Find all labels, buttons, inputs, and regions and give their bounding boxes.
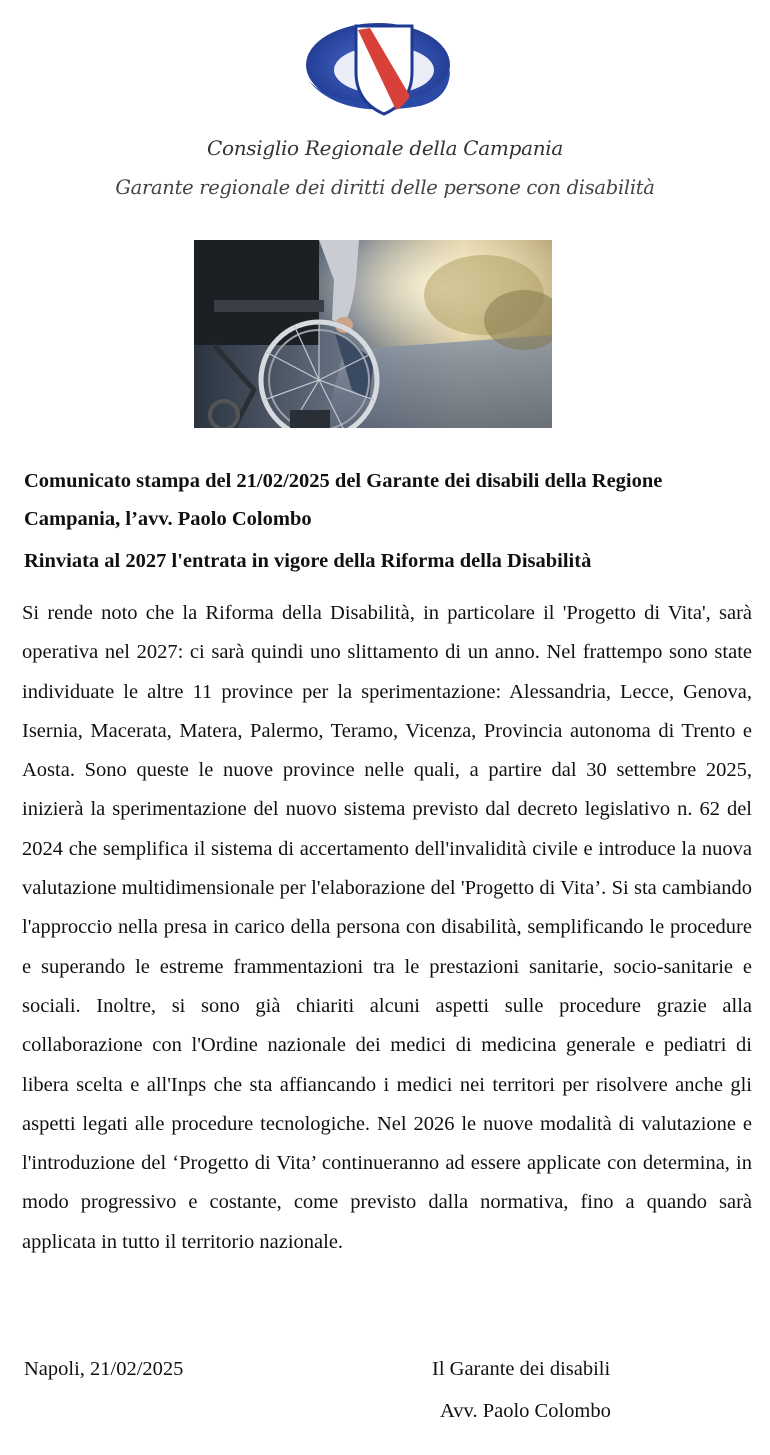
signature-name: Avv. Paolo Colombo bbox=[440, 1400, 611, 1422]
wheelchair-photo-icon bbox=[194, 240, 552, 428]
org-subtitle: Garante regionale dei diritti delle persone con disabilità bbox=[115, 176, 655, 199]
org-name: Consiglio Regionale della Campania bbox=[206, 136, 564, 160]
press-release-title: Rinviata al 2027 l'entrata in vigore della Riforma della Disabilità bbox=[24, 550, 592, 572]
press-release-heading: Comunicato stampa del 21/02/2025 del Garante dei disabili della Regione Campania, l’avv. Paolo Colombo bbox=[24, 470, 663, 530]
signature-role: Il Garante dei disabili bbox=[432, 1358, 611, 1380]
place-date: Napoli, 21/02/2025 bbox=[24, 1358, 184, 1380]
campania-region-emblem-icon bbox=[300, 10, 470, 125]
press-release-body: Si rende noto che la Riforma della Disabilità, in particolare il 'Progetto di Vita', sarà operativa nel 2027: ci sarà quindi uno slittamento di un anno. Nel frattempo sono state individuate le altre 11 province per la sperimentazione: Alessandria, Lecce, Genova, Isernia, Macerata, Matera, Palermo, Teramo, Vicenza, Provincia autonoma di Trento e Aosta. Sono queste le nuove province nelle quali, a partire dal 30 settembre 2025, inizierà la sperimentazione del nuovo sistema previsto dal decreto legislativo n. 62 del 2024 che semplifica il sistema di accertamento dell'invalidità civile e introduce la nuova valutazione multidimensionale per l'elaborazione del 'Progetto di Vita’. Si sta cambiando l'approccio nella presa in carico della persona con disabilità, semplificando le procedure e superando le estreme frammentazioni tra le prestazioni sanitarie, socio-sanitarie e sociali. Inoltre, si sono già chiariti alcuni aspetti sulle procedure grazie alla collaborazione con l'Ordine nazionale dei medici di medicina generale e pediatri di libera scelta e all'Inps che sta affiancando i medici nei territori per risolvere anche gli aspetti legati alle procedure tecnologiche. Nel 2026 le nuove modalità di valutazione e l'introduzione del ‘Progetto di Vita’ continueranno ad essere applicate con determina, in modo progressivo e costante, come previsto dalla normativa, fino a quando sarà applicata in tutto il territorio nazionale. bbox=[22, 602, 752, 1253]
letterhead bbox=[0, 0, 770, 230]
